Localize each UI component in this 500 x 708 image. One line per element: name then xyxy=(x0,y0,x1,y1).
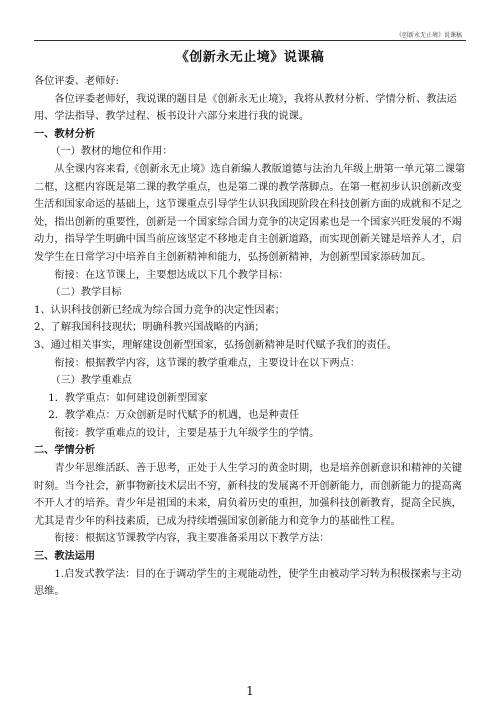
running-header: 《创新永无止境》说课稿 xyxy=(395,32,462,39)
subsection-keypoints: （三）教学重难点 xyxy=(50,375,132,387)
subsection-status-role: （一）教材的地位和作用： xyxy=(50,146,173,158)
intro-paragraph: 各位评委老师好，我说课的题目是《创新永无止境》，我将从教材分析、学情分析、教法运用、学法指导、教学过程、板书设计六部分来进行我的说课。 xyxy=(34,93,457,123)
section-heading-textbook: 一、教材分析 xyxy=(34,127,96,140)
goal-item: 2、了解我国科技现状；明确科教兴国战略的内涵； xyxy=(34,322,265,334)
section-heading-methods: 三、教法运用 xyxy=(34,550,96,563)
transition-keypoints: 衔接：根据教学内容，这节课的教学重难点，主要设计在以下两点： xyxy=(54,357,361,369)
transition-methods: 衔接：根据这节课教学内容，我主要准备采用以下教学方法： xyxy=(54,533,330,545)
keypoint-item: 2．教学难点：万众创新是时代赋予的机遇，也是种责任 xyxy=(48,410,300,422)
greeting: 各位评委、老师好: xyxy=(34,76,119,87)
subsection-teaching-goals: （二）教学目标 xyxy=(50,287,122,299)
goal-item: 1、认识科技创新已经成为综合国力竞争的决定性因素； xyxy=(34,304,285,316)
keypoint-item: 1．教学重点：如何建设创新型国家 xyxy=(48,392,208,404)
learner-paragraph: 青少年思维活跃、善于思考，正处于人生学习的黄金时期，也是培养创新意识和精神的关键时刻。当今社会，新事物新技术层出不穷，新科技的发展离不开创新能力，而创新能力的提高离不开人才的培养。青少年是祖国的未来，肩负着历史的重担，加强科技创新教育，提高全民族，尤其是青少年的科技素质，已成为持续增强国家创新能力和竞争力的基础性工程。 xyxy=(34,463,462,527)
transition-learning: 衔接：教学重难点的设计，主要是基于九年级学生的学情。 xyxy=(54,427,320,439)
textbook-paragraph: 从全课内容来看,《创新永无止境》选自新编人教版道德与法治九年级上册第一单元第二课第二框，这框内容既是第二课的教学重点，也是第二课的教学落脚点。在第一框初步认识创新改变生活和国家命运的基础上，这节课重点引导学生认识我国现阶段在科技创新方面的成就和不足之处，指出创新的重要性，创新是一个国家综合国力竞争的决定因素也是一个国家兴旺发展的不竭动力，指导学生明确中国当前应该坚定不移地走自主创新道路，而实现创新关键是培养人才，启发学生在日常学习中培养自主创新精神和能力，弘扬创新精神，为创新型国家添砖加瓦。 xyxy=(34,163,466,263)
document-page xyxy=(34,46,466,601)
goal-item: 3、通过相关事实，理解建设创新型国家，弘扬创新精神是时代赋予我们的责任。 xyxy=(34,339,398,351)
document-title: 《创新永无止境》说课稿 xyxy=(175,50,325,65)
section-heading-learner: 二、学情分析 xyxy=(34,444,96,457)
header-divider xyxy=(34,40,466,41)
method-item: 1.启发式教学法：目的在于调动学生的主观能动性，使学生由被动学习转为积极探索与主动思维。 xyxy=(34,568,462,598)
page-number: 1 xyxy=(246,684,254,698)
transition-goals: 衔接：在这节课上，主要想达成以下几个教学目标： xyxy=(54,269,289,281)
